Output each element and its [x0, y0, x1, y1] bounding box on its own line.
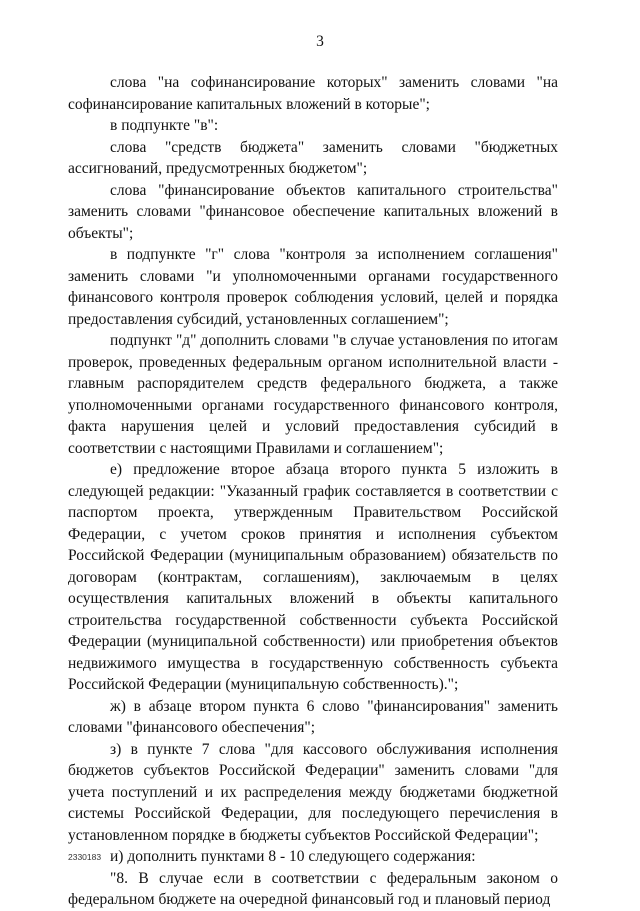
paragraph: в подпункте "в":	[110, 117, 219, 134]
paragraph: в подпункте "г" слова "контроля за исполнением соглашения" заменить словами "и уполномоченными органами государственного финансового контроля проверок соблюдения условий, целей и порядка предоставления субсидий, установленных соглашением";	[68, 246, 558, 328]
page-number: 3	[316, 33, 324, 50]
paragraph: е) предложение второе абзаца второго пункта 5 изложить в следующей редакции: "Указанный график составляется в соответствии с паспортом проекта, утвержденным Правительством Российской Федерации, с учетом сроков принятия и исполнения субъектом Российской Федерации (муниципальным образованием) обязательств по договорам (контрактам, соглашениям), заключаемым в целях осуществления капитальных вложений в объекты капитального строительства государственной собственности субъекта Российской Федерации (муниципальной собственности) или приобретения объектов недвижимого имущества в государственную собственность субъекта Российской Федерации (муниципальную собственность).";	[68, 461, 558, 693]
paragraph: слова "финансирование объектов капитального строительства" заменить словами "финансовое обеспечение капитальных вложений в объекты";	[68, 181, 558, 242]
paragraph: слова "на софинансирование которых" заменить словами "на софинансирование капитальных вложений в которые";	[68, 74, 558, 113]
paragraph: подпункт "д" дополнить словами "в случае установления по итогам проверок, проведенных федеральным органом исполнительной власти - главным распорядителем средств федерального бюджета, а также уполномоченными органами государственного финансового контроля, факта нарушения целей и условий предоставления субсидий в соответствии с настоящими Правилами и соглашением";	[68, 332, 558, 457]
document-body	[68, 72, 558, 911]
paragraph: и) дополнить пунктами 8 - 10 следующего содержания:	[110, 848, 476, 865]
paragraph: "8. В случае если в соответствии с федеральным законом о федеральном бюджете на очередной финансовый год и плановый период	[68, 869, 558, 908]
document-code: 2330183	[68, 852, 102, 862]
paragraph: слова "средств бюджета" заменить словами "бюджетных ассигнований, предусмотренных бюджетом";	[68, 138, 558, 177]
paragraph: з) в пункте 7 слова "для кассового обслуживания исполнения бюджетов субъектов Российской Федерации" заменить словами "для учета поступлений и их распределения между бюджетами бюджетной системы Российской Федерации, для последующего перечисления в установленном порядке в бюджеты субъектов Российской Федерации";	[68, 740, 558, 844]
paragraph: ж) в абзаце втором пункта 6 слово "финансирования" заменить словами "финансового обеспечения";	[68, 697, 558, 736]
